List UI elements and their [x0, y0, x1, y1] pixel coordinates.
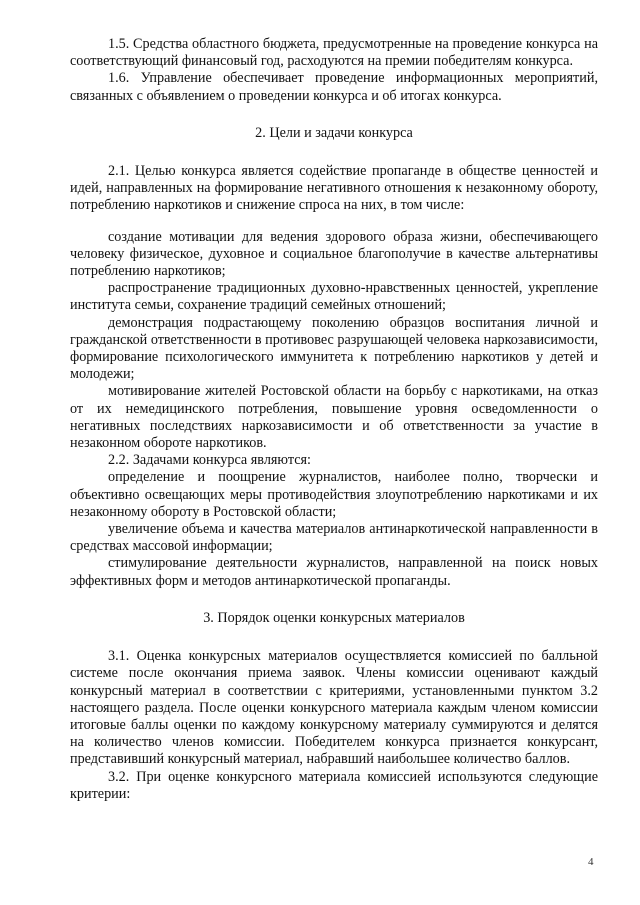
- paragraph-1-6: 1.6. Управление обеспечивает проведение информационных мероприятий, связанных с объявлением о проведении конкурса и об итогах конкурса.: [70, 70, 598, 104]
- section-2-heading: 2. Цели и задачи конкурса: [255, 124, 413, 141]
- paragraph-2-2: 2.2. Задачами конкурса являются:: [108, 452, 311, 469]
- section-3-heading: 3. Порядок оценки конкурсных материалов: [203, 609, 465, 626]
- task-item: определение и поощрение журналистов, наиболее полно, творчески и объективно освещающих меры противодействия злоупотреблению наркотиками и их незаконному обороту в Ростовской области;: [70, 469, 598, 520]
- paragraph-2-1: 2.1. Целью конкурса является содействие пропаганде в обществе ценностей и идей, направленных на формирование негативного отношения к незаконному обороту, потреблению наркотиков и снижение спроса на них, в том числе:: [70, 163, 598, 214]
- paragraph-3-1: 3.1. Оценка конкурсных материалов осуществляется комиссией по балльной системе после окончания приема заявок. Члены комиссии оценивают каждый конкурсный материал в соответствии с критериями, установленными пунктом 3.2 настоящего раздела. После оценки конкурсного материала каждым членом комиссии итоговые баллы оценки по каждому конкурсному материалу суммируются и делятся на количество членов комиссии. Победителем конкурса признается конкурсант, представивший конкурсный материал, набравший наибольшее количество баллов.: [70, 648, 598, 768]
- goal-item: создание мотивации для ведения здорового образа жизни, обеспечивающего человеку физическое, духовное и социальное благополучие в качестве альтернативы потреблению наркотиков;: [70, 228, 598, 280]
- paragraph-3-2: 3.2. При оценке конкурсного материала комиссией используются следующие критерии:: [70, 768, 598, 802]
- goal-item: демонстрация подрастающему поколению образцов воспитания личной и гражданской ответственности в противовес разрушающей человека наркозависимости, формирование психологического иммунитета к потреблению наркотиков у детей и молодежи;: [70, 314, 598, 383]
- paragraph-1-5: 1.5. Средства областного бюджета, предусмотренные на проведение конкурса на соответствующий финансовый год, расходуются на премии победителям конкурса.: [70, 36, 598, 70]
- task-item: увеличение объема и качества материалов антинаркотической направленности в средствах массовой информации;: [70, 521, 598, 555]
- goal-item: мотивирование жителей Ростовской области на борьбу с наркотиками, на отказ от их немедицинского потребления, повышение уровня осведомленности о негативных последствиях наркозависимости и об ответственности за участие в незаконном обороте наркотиков.: [70, 383, 598, 452]
- page-number: 4: [588, 856, 594, 868]
- task-item: стимулирование деятельности журналистов, направленной на поиск новых эффективных форм и методов антинаркотической пропаганды.: [70, 555, 598, 589]
- document-page: [70, 36, 598, 803]
- goal-item: распространение традиционных духовно-нравственных ценностей, укрепление института семьи, сохранение традиций семейных отношений;: [70, 280, 598, 314]
